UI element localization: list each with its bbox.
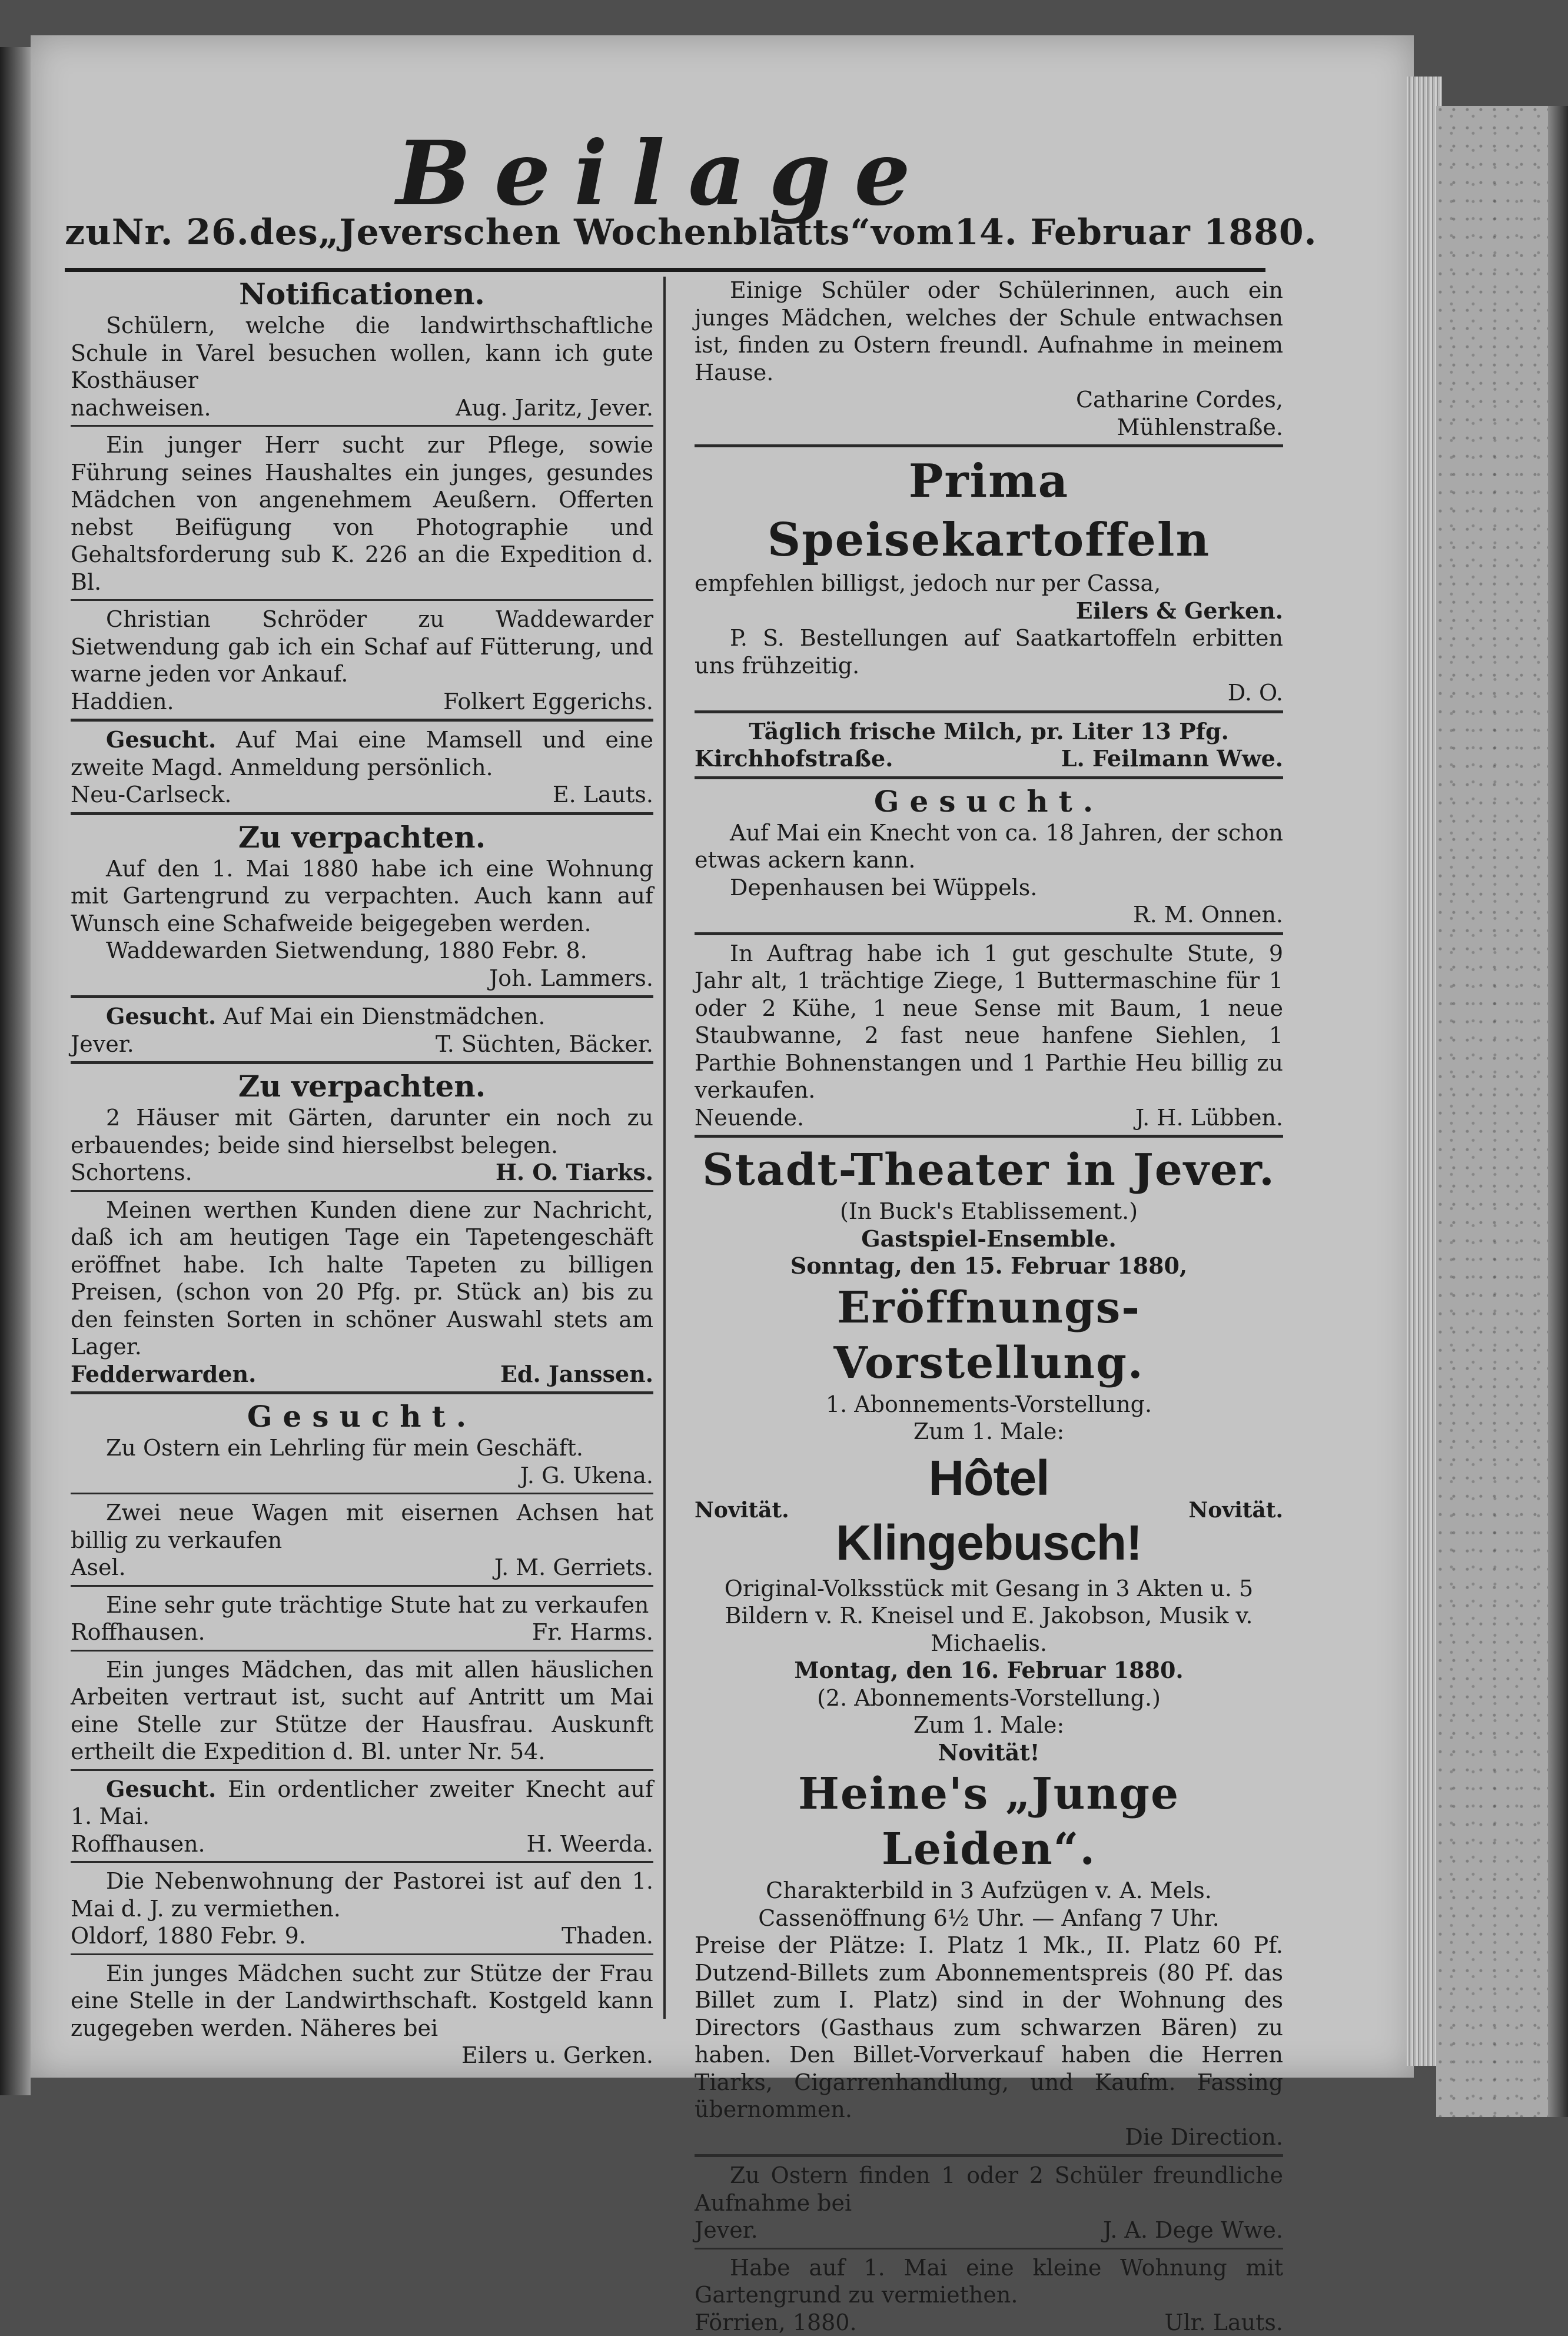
ad-place: Förrien, 1880. xyxy=(695,2309,857,2336)
ad-signature: Ed. Janssen. xyxy=(500,1361,653,1388)
ad-signature-line xyxy=(71,1619,653,1646)
novitaet-label: Novität. xyxy=(695,1498,789,1523)
ad-heading: Zu verpachten. xyxy=(71,1069,653,1104)
ad-heading: Zu verpachten. xyxy=(71,820,653,855)
ad-line: Cassenöffnung 6½ Uhr. — Anfang 7 Uhr. xyxy=(695,1905,1283,1932)
ad-signature: Folkert Eggerichs. xyxy=(443,688,653,716)
ad-signature-line xyxy=(695,901,1283,929)
ad-signature: T. Süchten, Bäcker. xyxy=(436,1031,653,1058)
ad-text: Zwei neue Wagen mit eisernen Achsen hat billig zu verkaufen xyxy=(71,1499,653,1554)
ad-text: Auf den 1. Mai 1880 habe ich eine Wohnung mit Gartengrund zu verpachten. Auch kann auf Wunsch eine Schafweide beigegeben werden. xyxy=(71,855,653,938)
ad-place: Schortens. xyxy=(71,1159,192,1187)
ad-place: Jever. xyxy=(695,2217,758,2244)
ad-signature-line xyxy=(71,1830,653,1858)
ad-signature-line xyxy=(71,1462,653,1490)
ad-place: Oldorf, 1880 Febr. 9. xyxy=(71,1922,306,1950)
ad-zu-verpachten-1 xyxy=(71,820,653,992)
ad-separator xyxy=(71,1861,653,1863)
ad-signature: J. M. Gerriets. xyxy=(494,1554,653,1581)
ad-line: Zum 1. Male: xyxy=(695,1418,1283,1446)
ad-signature-line xyxy=(71,1554,653,1581)
ad-auftrag-luebben xyxy=(695,940,1283,1132)
ad-signature: E. Lauts. xyxy=(553,781,653,809)
ad-signature: Eilers & Gerken. xyxy=(1076,597,1283,625)
ad-separator xyxy=(695,776,1283,779)
ad-separator xyxy=(71,1953,653,1955)
ad-stadt-theater xyxy=(695,1142,1283,2151)
ad-line: 1. Abonnements-Vorstellung. xyxy=(695,1391,1283,1418)
ad-junges-maedchen xyxy=(71,1656,653,1766)
ad-separator xyxy=(695,932,1283,935)
ad-separator xyxy=(71,1493,653,1494)
ad-lead: Gesucht. xyxy=(106,726,216,753)
masthead-subtitle xyxy=(65,212,1271,253)
ad-heading: Notificationen. xyxy=(71,277,653,312)
ad-nebenwohnung xyxy=(71,1868,653,1950)
ad-line: Charakterbild in 3 Aufzügen v. A. Mels. xyxy=(695,1877,1283,1905)
ad-signature: Fr. Harms. xyxy=(532,1619,653,1646)
ad-place: Fedderwarden. xyxy=(71,1361,256,1388)
ad-line: (In Buck's Etablissement.) xyxy=(695,1198,1283,1225)
ad-separator xyxy=(71,425,653,427)
ad-schueler-dege xyxy=(695,2162,1283,2244)
subtitle-part: zu xyxy=(65,212,112,253)
ad-text: 2 Häuser mit Gärten, darunter ein noch zu erbauendes; beide sind hierselbst belegen. xyxy=(71,1104,653,1159)
novitaet-label: Novität. xyxy=(1188,1498,1283,1523)
ad-place: Kirchhofstraße. xyxy=(695,745,893,773)
novitaet-row xyxy=(695,1446,1283,1575)
ad-line-bold: Montag, den 16. Februar 1880. xyxy=(794,1657,1183,1683)
ad-text: Eine sehr gute trächtige Stute hat zu verkaufen xyxy=(71,1591,653,1619)
subtitle-part: Nr. 26. xyxy=(112,212,250,253)
right-column xyxy=(695,277,1283,2336)
ad-signature-line xyxy=(695,2309,1283,2336)
ad-body: Auf Mai ein Dienstmädchen. xyxy=(223,1003,545,1029)
ad-text: Einige Schüler oder Schülerinnen, auch ein junges Mädchen, welches der Schule entwachsen ist, finden zu Ostern freundl. Aufnahme in meinem Hause. xyxy=(695,277,1283,386)
ad-signature-line xyxy=(695,679,1283,707)
ad-lead: Täglich frische Milch, pr. Liter 13 Pfg. xyxy=(749,718,1229,745)
ad-signature-line xyxy=(71,965,653,992)
ad-gesucht-knecht xyxy=(71,1776,653,1858)
ad-signature: J. G. Ukena. xyxy=(520,1462,653,1490)
ad-gesucht-knecht-onnen xyxy=(695,784,1283,929)
subtitle-part: 14. Februar 1880. xyxy=(954,212,1317,253)
ad-schaf xyxy=(71,606,653,715)
ad-lead: Gesucht. xyxy=(106,1776,216,1802)
ad-speisekartoffeln xyxy=(695,452,1283,707)
ad-text: Preise der Plätze: I. Platz 1 Mk., II. Platz 60 Pf. Dutzend-Billets zum Abonnementspreis (80 Pf. das Billet zum I. Platz) sind in der Wohnung des Directors (Gasthaus zum schwarzen Bären) zu haben. Den Billet-Vorverkauf haben die Herren Tiarks, Cigarrenhandlung, und Kaufm. Fassing übernommen. xyxy=(695,1932,1283,2124)
ad-line: Original-Volksstück mit Gesang in 3 Akten u. 5 Bildern v. R. Kneisel und E. Jakobson, Musik v. Michaelis. xyxy=(695,1575,1283,1657)
ad-line: (2. Abonnements-Vorstellung.) xyxy=(695,1684,1283,1712)
ad-heading: Gesucht. xyxy=(695,784,1283,819)
ad-separator xyxy=(71,1650,653,1652)
ad-separator xyxy=(71,1391,653,1394)
ad-heading: Gesucht. xyxy=(71,1399,653,1434)
ad-separator xyxy=(71,995,653,998)
ad-text: Habe auf 1. Mai eine kleine Wohnung mit Gartengrund zu vermiethen. xyxy=(695,2254,1283,2309)
ad-text: In Auftrag habe ich 1 gut geschulte Stute, 9 Jahr alt, 1 trächtige Ziege, 1 Buttermaschine für 1 oder 2 Kühe, 1 neue Sense mit Baum, 1 neue Staubwanne, 2 fast neue hanfene Siehlen, 1 Parthie Bohnenstangen und 1 Parthie Heu billig zu verkaufen. xyxy=(695,940,1283,1104)
subtitle-part: vom xyxy=(871,212,954,253)
ad-body: Ein ordentlicher zweiter Knecht auf 1. Mai. xyxy=(71,1776,653,1830)
ad-signature: Ulr. Lauts. xyxy=(1164,2309,1283,2336)
ad-signature-line xyxy=(695,2124,1283,2151)
ad-signature: H. Weerda. xyxy=(527,1830,653,1858)
ad-text: Schülern, welche die landwirthschaftliche Schule in Varel besuchen wollen, kann ich gute Kosthäuser xyxy=(71,312,653,394)
ad-line xyxy=(695,1252,1283,1280)
ad-separator xyxy=(71,1190,653,1192)
ad-text: Auf Mai ein Knecht von ca. 18 Jahren, der schon etwas ackern kann. xyxy=(695,819,1283,874)
ad-line xyxy=(695,1225,1283,1253)
ad-heading: Stadt-Theater in Jever. xyxy=(695,1142,1283,1198)
ad-signature: D. O. xyxy=(1228,679,1283,707)
ad-signature-line xyxy=(71,1031,653,1058)
ad-line: Zum 1. Male: xyxy=(695,1712,1283,1739)
ad-text: empfehlen billigst, jedoch nur per Cassa, xyxy=(695,570,1283,597)
ad-heading: Prima Speisekartoffeln xyxy=(695,452,1283,570)
ad-line-bold: Novität! xyxy=(938,1739,1039,1766)
ad-signature: Catharine Cordes, xyxy=(1076,386,1283,414)
ad-text: Ein junger Herr sucht zur Pflege, sowie Führung seines Haushaltes ein junges, gesundes Mädchen von angenehmem Aeußern. Offerten nebst Beifügung von Photographie und Gehaltsforderung sub K. 226 an die Expedition d. Bl. xyxy=(71,431,653,596)
ad-dateline: Waddewarden Sietwendung, 1880 Febr. 8. xyxy=(71,937,653,965)
ad-separator xyxy=(695,710,1283,713)
ad-line xyxy=(695,1657,1283,1684)
ad-line-bold: Sonntag, den 15. Februar 1880, xyxy=(790,1252,1187,1279)
ad-stute xyxy=(71,1591,653,1646)
ad-notificationen xyxy=(71,277,653,421)
ad-text: Ein junges Mädchen sucht zur Stütze der Frau eine Stelle in der Landwirthschaft. Kostgeld kann zugegeben werden. Näheres bei xyxy=(71,1960,653,2042)
ad-signature-line xyxy=(71,688,653,716)
ad-signature-line xyxy=(695,745,1283,773)
ad-separator xyxy=(695,444,1283,447)
ad-heading: Eröffnungs-Vorstellung. xyxy=(695,1280,1283,1391)
ad-signature-line xyxy=(71,394,653,422)
ad-place: Haddien. xyxy=(71,688,174,716)
masthead xyxy=(59,127,1271,221)
ad-wagen xyxy=(71,1499,653,1581)
ad-signature: J. H. Lübben. xyxy=(1135,1104,1283,1132)
ad-separator xyxy=(71,1061,653,1064)
ad-text xyxy=(71,1776,653,1830)
left-column xyxy=(71,277,653,2069)
play-title: Hôtel Klingebusch! xyxy=(789,1446,1189,1575)
ad-signature: J. A. Dege Wwe. xyxy=(1103,2217,1283,2244)
ad-text: Christian Schröder zu Waddewarder Sietwendung gab ich ein Schaf auf Fütterung, und warne jeden vor Ankauf. xyxy=(71,606,653,688)
ad-text-end: nachweisen. xyxy=(71,394,211,422)
ad-place: Asel. xyxy=(71,1554,126,1581)
ad-landwirthschaft xyxy=(71,1960,653,2069)
ad-place: Roffhausen. xyxy=(71,1830,205,1858)
ad-text: Ein junges Mädchen, das mit allen häuslichen Arbeiten vertraut ist, sucht auf Antritt um Mai eine Stelle zur Stütze der Hausfrau. Auskunft ertheilt die Expedition d. Bl. unter Nr. 54. xyxy=(71,1656,653,1766)
left-page-edge xyxy=(0,47,31,2095)
ad-text: Meinen werthen Kunden diene zur Nachricht, daß ich am heutigen Tage ein Tapetengeschäft eröffnet habe. Ich halte Tapeten zu billigen Preisen, (schon von 20 Pfg. pr. Stück an) bis zu den feinsten Sorten in schöner Auswahl stets am Lager. xyxy=(71,1197,653,1361)
ad-line-bold: Gastspiel-Ensemble. xyxy=(861,1225,1117,1252)
ad-junger-herr xyxy=(71,431,653,596)
ad-text xyxy=(695,718,1283,746)
ad-signature: H. O. Tiarks. xyxy=(496,1159,653,1187)
ad-separator xyxy=(71,812,653,815)
ad-place: Neu-Carlseck. xyxy=(71,781,231,809)
ad-gesucht-dienstmaedchen xyxy=(71,1003,653,1058)
ad-text: Die Nebenwohnung der Pastorei ist auf den 1. Mai d. J. zu vermiethen. xyxy=(71,1868,653,1922)
ad-signature-line xyxy=(71,1361,653,1388)
ad-text xyxy=(71,1003,653,1031)
ad-signature: Joh. Lammers. xyxy=(489,965,653,992)
ad-text xyxy=(71,726,653,781)
ad-separator xyxy=(71,719,653,722)
ad-text: Zu Ostern finden 1 oder 2 Schüler freundliche Aufnahme bei xyxy=(695,2162,1283,2217)
ad-text: Zu Ostern ein Lehrling für mein Geschäft. xyxy=(71,1434,653,1462)
ad-signature-line xyxy=(695,386,1283,414)
ad-separator xyxy=(695,2154,1283,2157)
ad-postscript: P. S. Bestellungen auf Saatkartoffeln erbitten uns frühzeitig. xyxy=(695,624,1283,679)
ad-place: Jever. xyxy=(71,1031,134,1058)
ad-signature: Thaden. xyxy=(562,1922,653,1950)
ad-signature-line xyxy=(695,2217,1283,2244)
ad-lead: Gesucht. xyxy=(106,1003,216,1029)
ad-signature: L. Feilmann Wwe. xyxy=(1061,745,1283,773)
ad-gesucht-mamsell xyxy=(71,726,653,809)
ad-signature-line xyxy=(695,1104,1283,1132)
ad-signature-address: Mühlenstraße. xyxy=(1117,414,1283,441)
ad-signature-line xyxy=(695,597,1283,625)
ad-place: Depenhausen bei Wüppels. xyxy=(695,874,1283,902)
ad-signature: R. M. Onnen. xyxy=(1133,901,1283,929)
ad-tapetengeschaeft xyxy=(71,1197,653,1388)
masthead-title: Beilage xyxy=(59,127,1271,221)
ad-separator xyxy=(71,1585,653,1587)
ad-zu-verpachten-2 xyxy=(71,1069,653,1187)
subtitle-part: „Jeverschen Wochenblatts“ xyxy=(318,212,871,253)
ad-place: Neuende. xyxy=(695,1104,804,1132)
ad-signature: Die Direction. xyxy=(1125,2124,1283,2151)
ad-signature: Eilers u. Gerken. xyxy=(461,2042,653,2069)
ad-place: Roffhausen. xyxy=(71,1619,205,1646)
ad-wohnung-lauts xyxy=(695,2254,1283,2336)
ad-separator xyxy=(71,599,653,601)
ad-gesucht-lehrling xyxy=(71,1399,653,1489)
ad-line xyxy=(695,1739,1283,1767)
ad-separator xyxy=(695,2248,1283,2249)
ad-schueler-cordes xyxy=(695,277,1283,441)
ad-signature-line xyxy=(71,1159,653,1187)
ad-separator xyxy=(71,1769,653,1771)
spine-shadow xyxy=(1548,106,1568,2117)
column-divider xyxy=(663,277,666,2019)
ad-signature-line xyxy=(695,414,1283,441)
ad-signature-line xyxy=(71,2042,653,2069)
ad-signature: Aug. Jaritz, Jever. xyxy=(456,394,653,422)
ad-signature-line xyxy=(71,781,653,809)
ad-milch xyxy=(695,718,1283,773)
ad-body: Auf Mai eine Mamsell und eine zweite Magd. Anmeldung persönlich. xyxy=(71,727,653,780)
ad-signature-line xyxy=(71,1922,653,1950)
masthead-rule xyxy=(65,268,1265,272)
ad-separator xyxy=(695,1135,1283,1138)
ad-heading: Heine's „Junge Leiden“. xyxy=(695,1766,1283,1877)
subtitle-part: des xyxy=(250,212,318,253)
